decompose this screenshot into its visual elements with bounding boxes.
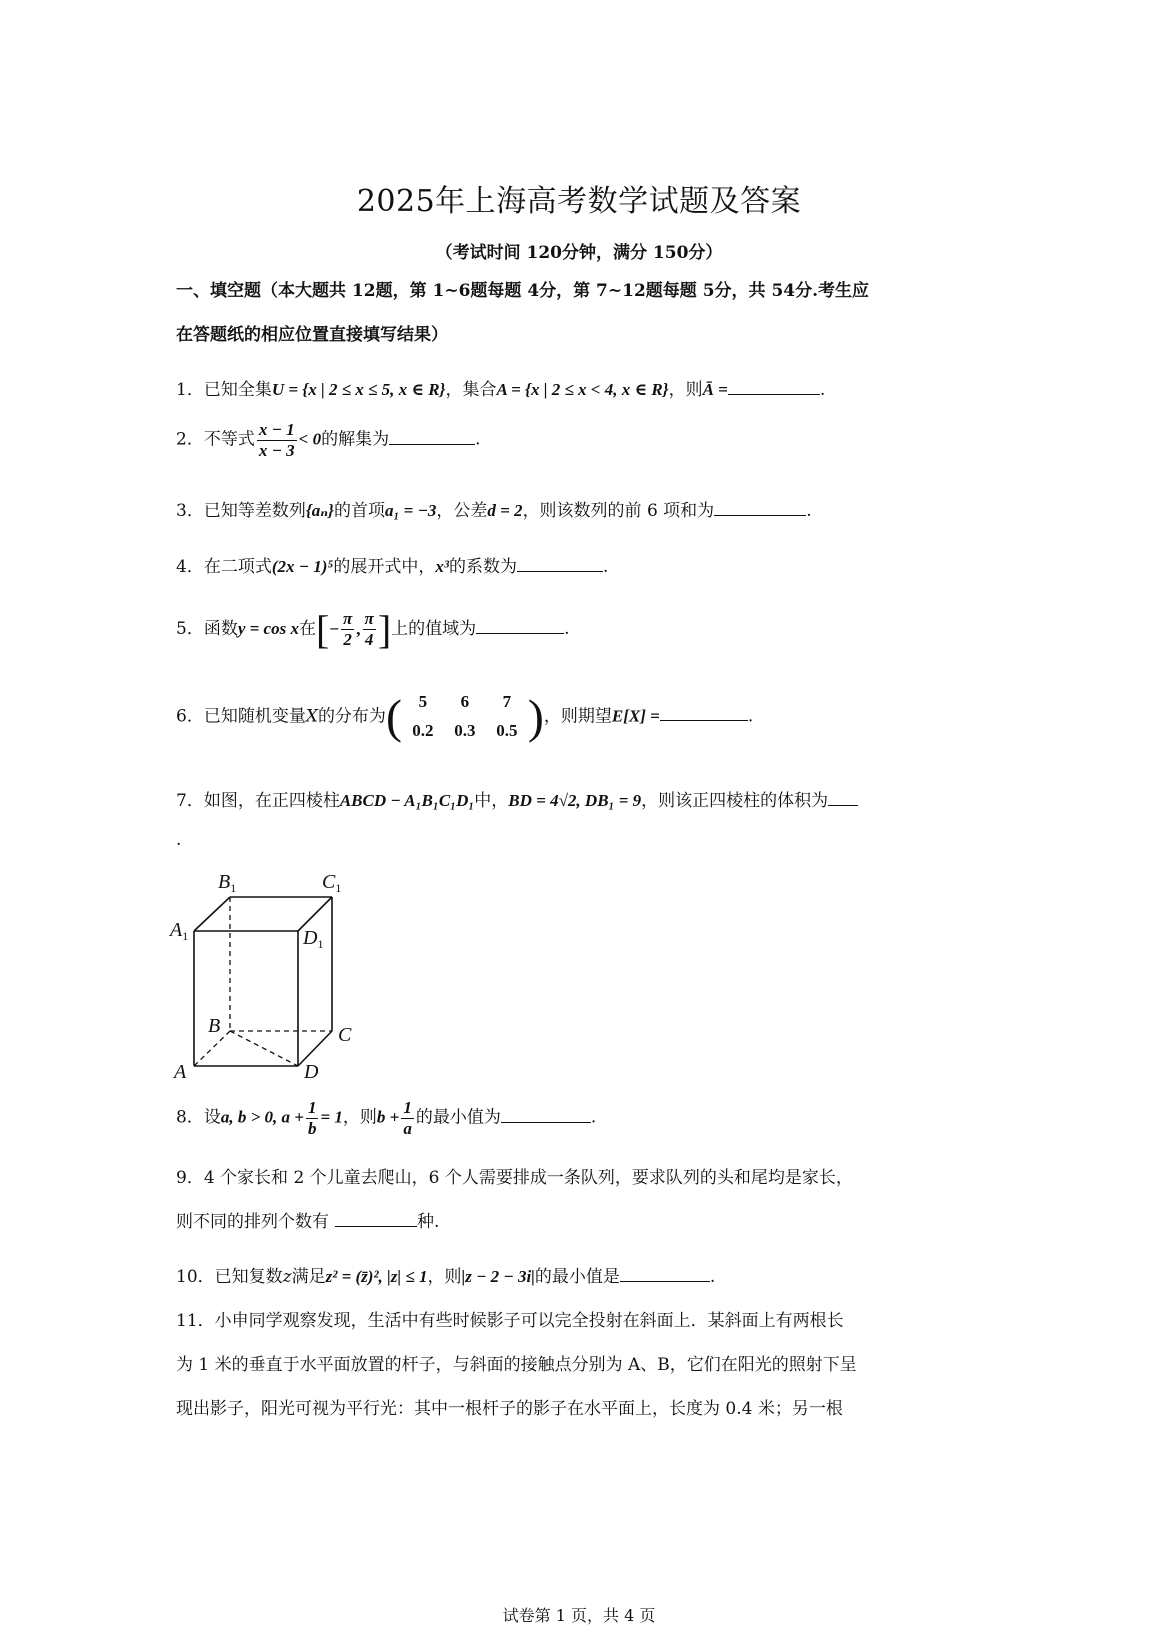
- question-8: 8．设a, b > 0, a + $\frac{1}{b}$ = 1，则b + $\frac{1}{a}$ 的最小值为 .: [176, 1098, 597, 1138]
- answer-blank: [714, 501, 806, 516]
- label-c1: $C_1$: [322, 871, 342, 895]
- question-6: 6．已知随机变量X的分布为( 5 6 7 0.2 0.3 0.5 )，则期望E[X] = .: [176, 688, 753, 746]
- prism-figure: [160, 864, 380, 1090]
- answer-blank: [660, 706, 748, 721]
- fraction: $\frac{x - 1}{x - 3}$: [258, 420, 295, 460]
- question-5: 5．函数y = cos x在[− $\frac{\pi}{2}$ , $\frac{\pi}{4}$ ]上的值域为 .: [176, 607, 570, 652]
- question-11-cont2: 现出影子，阳光可视为平行光：其中一根杆子的影子在水平面上，长度为 0.4 米；另一根: [176, 1399, 843, 1419]
- page-title: 2025年上海高考数学试题及答案: [356, 184, 802, 219]
- question-2: 2．不等式 $\frac{x - 1}{x - 3}$ < 0的解集为 .: [176, 420, 481, 460]
- question-1: 1．已知全集U = {x | 2 ≤ x ≤ 5, x ∈ R}，集合A = {x | 2 ≤ x < 4, x ∈ R}，则Ā = .: [176, 380, 826, 400]
- edge-b1a1: [194, 897, 230, 931]
- question-7: 7．如图，在正四棱柱ABCD − A₁B₁C₁D₁中，BD = 4√2, DB₁ = 9，则该正四棱柱的体积为: [176, 786, 858, 811]
- exam-info: （考试时间 120分钟，满分 150分）: [435, 243, 723, 263]
- answer-blank: [335, 1212, 417, 1227]
- section-heading-cont: 在答题纸的相应位置直接填写结果）: [176, 325, 448, 345]
- answer-blank: [389, 430, 475, 445]
- answer-blank: [476, 619, 564, 634]
- distribution-table: 5 6 7 0.2 0.3 0.5: [412, 692, 518, 740]
- label-b1: $B_1$: [218, 871, 237, 895]
- label-d: D: [304, 1061, 319, 1083]
- set-u: U = {x | 2 ≤ x ≤ 5, x ∈ R}: [271, 380, 446, 399]
- question-11: 11．小申同学观察发现，生活中有些时候影子可以完全投射在斜面上．某斜面上有两根长: [176, 1311, 844, 1331]
- page-footer: 试卷第 1 页，共 4 页: [502, 1606, 656, 1625]
- complement-a: Ā =: [702, 380, 728, 399]
- answer-blank: [517, 557, 603, 572]
- answer-blank: [828, 791, 858, 806]
- answer-blank: [728, 380, 820, 395]
- set-a: A = {x | 2 ≤ x < 4, x ∈ R}: [496, 380, 669, 399]
- answer-blank: [501, 1108, 591, 1123]
- edge-d1c1: [298, 897, 332, 931]
- label-c: C: [338, 1024, 352, 1046]
- label-a: A: [174, 1061, 187, 1083]
- section-heading: 一、填空题（本大题共 12题，第 1~6题每题 4分，第 7~12题每题 5分，共 54分.考生应: [176, 281, 870, 301]
- diagonal-bd-hidden: [230, 1031, 298, 1066]
- label-d1: $D_1$: [303, 927, 324, 951]
- question-4: 4．在二项式(2x − 1)⁵的展开式中，x³的系数为 .: [176, 557, 609, 577]
- question-3: 3．已知等差数列{aₙ}的首项a₁ = −3，公差d = 2，则该数列的前 6 项和为 .: [176, 501, 812, 521]
- label-a1: $A_1$: [170, 919, 189, 943]
- question-9-cont: 则不同的排列个数有 种.: [176, 1212, 440, 1232]
- question-10: 10．已知复数z满足z² = (z̄)², |z| ≤ 1，则|z − 2 − 3i|的最小值是 .: [176, 1267, 716, 1287]
- label-b: B: [208, 1015, 221, 1037]
- answer-blank: [620, 1267, 710, 1282]
- question-11-cont: 为 1 米的垂直于水平面放置的杆子，与斜面的接触点分别为 A、B，它们在阳光的照射下呈: [176, 1355, 857, 1375]
- question-9: 9．4 个家长和 2 个儿童去爬山，6 个人需要排成一条队列，要求队列的头和尾均是家长，: [176, 1168, 853, 1188]
